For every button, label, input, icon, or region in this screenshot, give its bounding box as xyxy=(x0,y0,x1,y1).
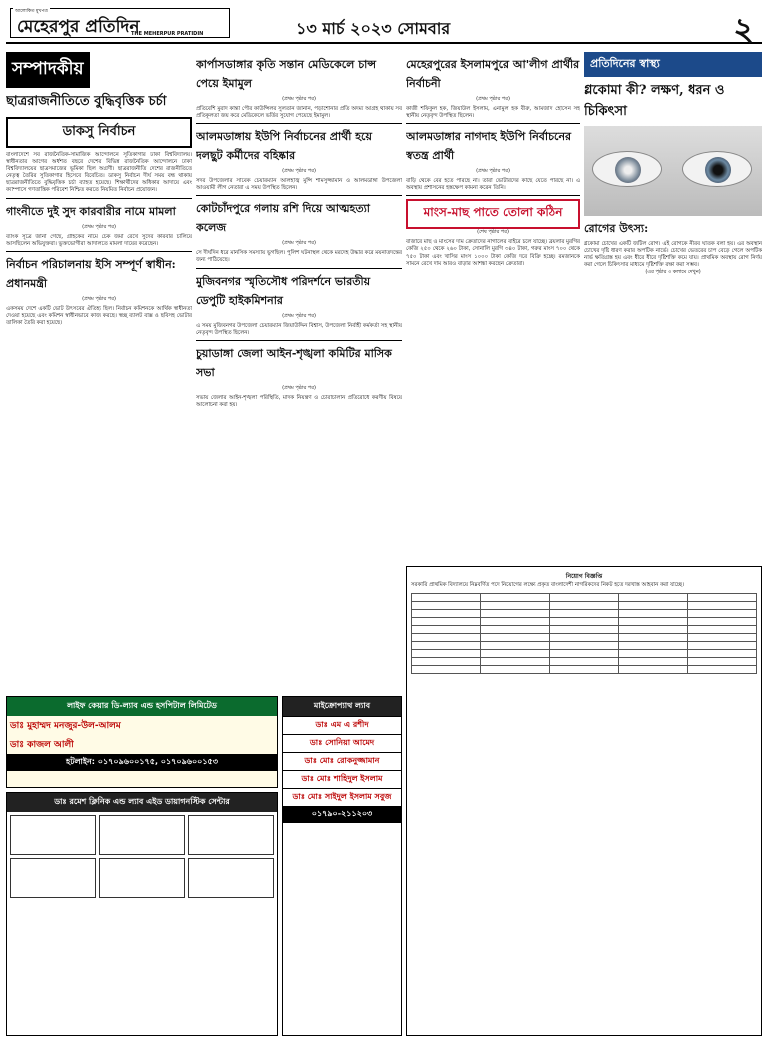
article-body: ব্যাংক সূত্রে জানা গেছে, গ্রাহকের নামে চেক জমা রেখে সুদের কারবার চালিয়ে আসছিলেন অভিযুক্তরা। ভুক্তভোগীরা আদালতে মামলা দায়ের করেছেন। xyxy=(6,233,192,247)
continued-label: (প্রথম পৃষ্ঠার পর) xyxy=(282,96,316,102)
ad-phone: ০১৭৯০-২১১২০৩ xyxy=(283,806,401,823)
divider xyxy=(406,195,580,196)
continued-label: (প্রথম পৃষ্ঠার পর) xyxy=(82,223,116,230)
continued-label: (প্রথম পৃষ্ঠার পর) xyxy=(476,168,510,175)
masthead-logo xyxy=(10,8,230,38)
article-headline: কার্পাসডাঙ্গার কৃতি সন্তান মেডিকেলে চান্স পেয়ে ইমামুল xyxy=(196,58,376,90)
editorial-body: বাংলাদেশে সব রাজনৈতিক-সামাজিক আন্দোলনে সূতিকাগার ঢাকা বিশ্ববিদ্যালয়। স্বাধীনতার আগের অর্ধশত বছরে দেশের বিভিন্ন রাজনৈতিক আন্দোলনে ঢাকা বিশ্ববিদ্যালয়ের ছাত্রসমাজের ভূমিকা ছিল অগ্রণী। ছাত্ররাজনীতি দেশের রাজনীতিতে নেতৃত্ব তৈরির সুতিকাগার হিসেবে বিবেচিত। ডাকসু নির্বাচন দীর্ঘ সময় বন্ধ থাকায় ছাত্ররাজনীতিতে বুদ্ধিবৃত্তিক চর্চা ব্যাহত হয়েছে। শিক্ষার্থীদের অধিকার আদায়ে এবং ক্যাম্পাসে গণতান্ত্রিক পরিবেশ নিশ্চিত করতে নিয়মিত নির্বাচন প্রয়োজন। xyxy=(6,152,192,194)
article-headline: মেহেরপুরের ইসলামপুরে আ'লীগ প্রার্থীর নির্বাচনী xyxy=(406,58,580,90)
article-body: বাড়ি থেকে বের হতে পারছে না। তারা ভোটারদের কাছে যেতে পারছে না। এ অবস্থায় প্রশাসনের হস্তক্ষেপ কামনা করেন তিনি। xyxy=(406,178,580,192)
divider xyxy=(196,340,402,341)
article-body: একসময় দেশে একটি ভোট উৎসবের ঐতিহ্য ছিল। নির্বাচন কমিশনকে আর্থিক স্বাধীনতা দেওয়া হয়েছে এবং কমিশন স্বাধীনভাবে কাজ করছে। স্বচ্ছ ব্যালট বাক্স ও ছবিসহ ভোটার তালিকা তৈরি করা হয়েছে। xyxy=(6,305,192,326)
doctor-card xyxy=(10,815,96,855)
divider xyxy=(196,123,402,124)
doctor-grid xyxy=(7,812,277,901)
editorial-sub-banner: ডাকসু নির্বাচন xyxy=(6,117,192,148)
article-headline: চুয়াডাঙ্গা জেলা আইন-শৃঙ্খলা কমিটির মাসিক সভা xyxy=(196,346,392,379)
article-headline: আলমডাঙ্গায় ইউপি নির্বাচনের প্রার্থী হয়ে দলছুট কর্মীদের বহিষ্কার xyxy=(196,130,372,163)
health-section-label: প্রতিদিনের স্বাস্থ্য xyxy=(584,52,762,77)
health-intro: রোগের উৎস্য: xyxy=(584,222,649,235)
continued-label: (প্রথম পৃষ্ঠার পর) xyxy=(282,168,316,175)
notice-title: নিয়োগ বিজ্ঞপ্তি xyxy=(565,573,603,580)
health-footer: (এর পৃষ্ঠার ৩ কলামে দেখুন) xyxy=(645,269,701,276)
article-headline: কোটচাঁদপুরে গলায় রশি দিয়ে আত্মহত্যা কলেজ xyxy=(196,202,370,235)
recruitment-notice xyxy=(406,566,762,1036)
article-body: সদর উপজেলার সাবেক চেয়ারম্যান আলহাজ্ব মুন্সি শামসুজ্জামান ও আলমডাঙ্গা উপজেলা আওয়ামী লীগ নেতারা এ সময় উপস্থিত ছিলেন। xyxy=(196,178,402,192)
ad-doctor-name: ডাঃ মুহাম্মদ মনজুর-উল-আলম xyxy=(10,721,121,731)
ad-hospital-name: লাইফ কেয়ার ডি-ল্যাব এন্ড হসপিটাল লিমিটেড xyxy=(7,697,277,716)
eyes-photo xyxy=(584,126,762,216)
cloudy-eye-icon xyxy=(592,151,662,187)
hospital-advertisement xyxy=(6,696,278,788)
doctor-card xyxy=(99,858,185,898)
editorial-column xyxy=(6,52,192,692)
page-number: ২ xyxy=(733,10,754,48)
article-body: সভায় জেলার আইন-শৃঙ্খলা পরিস্থিতি, মাদক নিয়ন্ত্রণ ও চোরাচালান প্রতিরোধে করণীয় বিষয়ে আলোচনা করা হয়। xyxy=(196,394,402,408)
ad-clinic-name: ডাঃ রমেশ ক্লিনিক এন্ড ল্যাব এইড ডায়াগনস্টিক সেন্টার xyxy=(7,793,277,812)
ad-doctor-name: ডাঃ মোঃ শাহিদুল ইসলাম xyxy=(283,770,401,788)
health-body: গ্লকোমা চোখের একটি জটিল রোগ। এই রোগকে নীরব ঘাতক বলা হয়। এর অবস্থান চোখের দৃষ্টি ধারণ করার অপটিক নার্ভে। চোখের ভেতরের চাপ বেড়ে গেলে অপটিক নার্ভ ক্ষতিগ্রস্ত হয় এবং ধীরে ধীরে দৃষ্টিশক্তি কমে যায়। প্রাথমিক অবস্থায় রোগ নির্ণয় করা গেলে চিকিৎসার মাধ্যমে দৃষ্টিশক্তি রক্ষা করা সম্ভব। xyxy=(584,241,762,269)
divider xyxy=(6,251,192,252)
article-headline: মাংস-মাছ পাতে তোলা কঠিন xyxy=(406,199,580,229)
continued-label: (প্রথম পৃষ্ঠার পর) xyxy=(82,295,116,302)
ad-doctor-name: ডাঃ কাজল আলী xyxy=(10,740,74,750)
article-body: কাজী শফিকুল হক, জিয়াউল ইসলাম, এনামুল হক বীরু, আমজাদ হোসেন সহ স্থানীয় নেতৃবৃন্দ উপস্থিত ছিলেন। xyxy=(406,106,580,120)
masthead-subtitle: THE MEHERPUR PRATIDIN xyxy=(131,31,204,37)
divider xyxy=(6,198,192,199)
lab-advertisement xyxy=(282,696,402,1036)
article-body: বাজারে মাছ ও মাংসের দাম ক্রেতাদের নাগালের বাইরে চলে যাচ্ছে। ব্রয়লার মুরগির কেজি ২৫০ থেকে ২৬০ টাকা, সোনালি মুরগি ৩৪০ টাকা, গরুর মাংস ৭০০ থেকে ৭৫০ টাকা এবং খাসির মাংস ১০০০ টাকা কেজি দরে বিক্রি হচ্ছে। রমজানকে সামনে রেখে দাম আরও বাড়ার আশঙ্কা করছেন ক্রেতারা। xyxy=(406,239,580,267)
divider xyxy=(196,268,402,269)
clear-eye-icon xyxy=(682,151,752,187)
article-body: প্রতিবেশি মুরাদ কান্তা পৌর কাউন্সিলর সুলতান জানান, পড়াশোনার প্রতি অদম্য আগ্রহ থাকায় সব প্রতিকূলতা জয় করে মেডিকেলে ভর্তির সুযোগ পেয়েছে ইমামুল। xyxy=(196,106,402,120)
continued-label: (প্রথম পৃষ্ঠার পর) xyxy=(476,96,510,102)
editorial-headline: ছাত্ররাজনীতিতে বুদ্ধিবৃত্তিক চর্চা xyxy=(6,94,167,109)
ad-hotline: হটলাইন: ০১৭০৯৬০০১৭৫, ০১৭০৯৬০০১৫৩ xyxy=(7,754,277,771)
doctor-card xyxy=(188,815,274,855)
continued-label: (প্রথম পৃষ্ঠার পর) xyxy=(282,240,316,247)
divider xyxy=(406,123,580,124)
article-body: সে দীর্ঘদিন ধরে মানসিক সমস্যায় ভুগছিল। পুলিশ ঘটনাস্থল থেকে মরদেহ উদ্ধার করে ময়নাতদন্তের জন্য পাঠিয়েছে। xyxy=(196,250,402,264)
continued-label: (প্রথম পৃষ্ঠার পর) xyxy=(282,312,316,319)
article-headline: নির্বাচন পরিচালনায় ইসি সম্পূর্ণ স্বাধীন: প্রধানমন্ত্রী xyxy=(6,257,176,290)
continued-label: (প্রথম পৃষ্ঠার পর) xyxy=(282,384,316,391)
article-body: এ সময় মুজিবনগর উপজেলা চেয়ারম্যান জিয়াউদ্দিন বিশ্বাস, উপজেলা নির্বাহী কর্মকর্তা সহ স্থানীয় নেতৃবৃন্দ উপস্থিত ছিলেন। xyxy=(196,322,402,336)
issue-date: ১৩ মার্চ ২০২৩ সোমবার xyxy=(296,19,451,38)
masthead-tagline: আলোকিত মুখপত্র xyxy=(15,9,48,14)
ad-doctor-name: ডাঃ মোঃ রোকনুজ্জামান xyxy=(283,752,401,770)
continued-label: (শেষ পৃষ্ঠার পর) xyxy=(477,229,509,236)
doctor-card xyxy=(188,858,274,898)
editorial-section-label: সম্পাদকীয় xyxy=(6,52,90,88)
ad-doctor-name: ডাঃ এম এ রশীদ xyxy=(283,716,401,734)
doctor-card xyxy=(10,858,96,898)
news-column-2 xyxy=(196,52,402,692)
masthead xyxy=(6,4,762,48)
masthead-title: মেহেরপুর প্রতিদিন xyxy=(17,17,140,37)
doctor-card xyxy=(99,815,185,855)
article-headline: আলমডাঙ্গার নাগদাহ ইউপি নির্বাচনের স্বতন্ত্র প্রার্থী xyxy=(406,130,572,163)
health-headline: গ্লকোমা কী? লক্ষণ, ধরন ও চিকিৎসা xyxy=(584,83,725,119)
notice-body: সরকারি প্রাথমিক বিদ্যালয়ে নিম্নবর্ণিত পদে নিয়োগের লক্ষ্যে প্রকৃত বাংলাদেশী নাগরিকদের নিকট হতে দরখাস্ত আহবান করা যাচ্ছে। xyxy=(411,582,684,588)
ad-doctor-name: ডাঃ মোঃ সাইদুল ইসলাম সবুজ xyxy=(283,788,401,806)
ad-doctor-name: ডাঃ সোনিয়া আমেদ xyxy=(283,734,401,752)
clinic-advertisement xyxy=(6,792,278,1036)
news-column-3 xyxy=(406,52,580,562)
article-headline: মুজিবনগর স্মৃতিসৌধ পরিদর্শনে ভারতীয় ডেপুটি হাইকমিশনার xyxy=(196,274,371,307)
article-headline: গাংনীতে দুই সুদ কারবারীর নামে মামলা xyxy=(6,204,176,218)
notice-table xyxy=(411,593,757,674)
divider xyxy=(196,195,402,196)
health-column xyxy=(584,52,762,562)
ad-lab-name: মাইক্রোপ্যাথ ল্যাব xyxy=(283,697,401,716)
